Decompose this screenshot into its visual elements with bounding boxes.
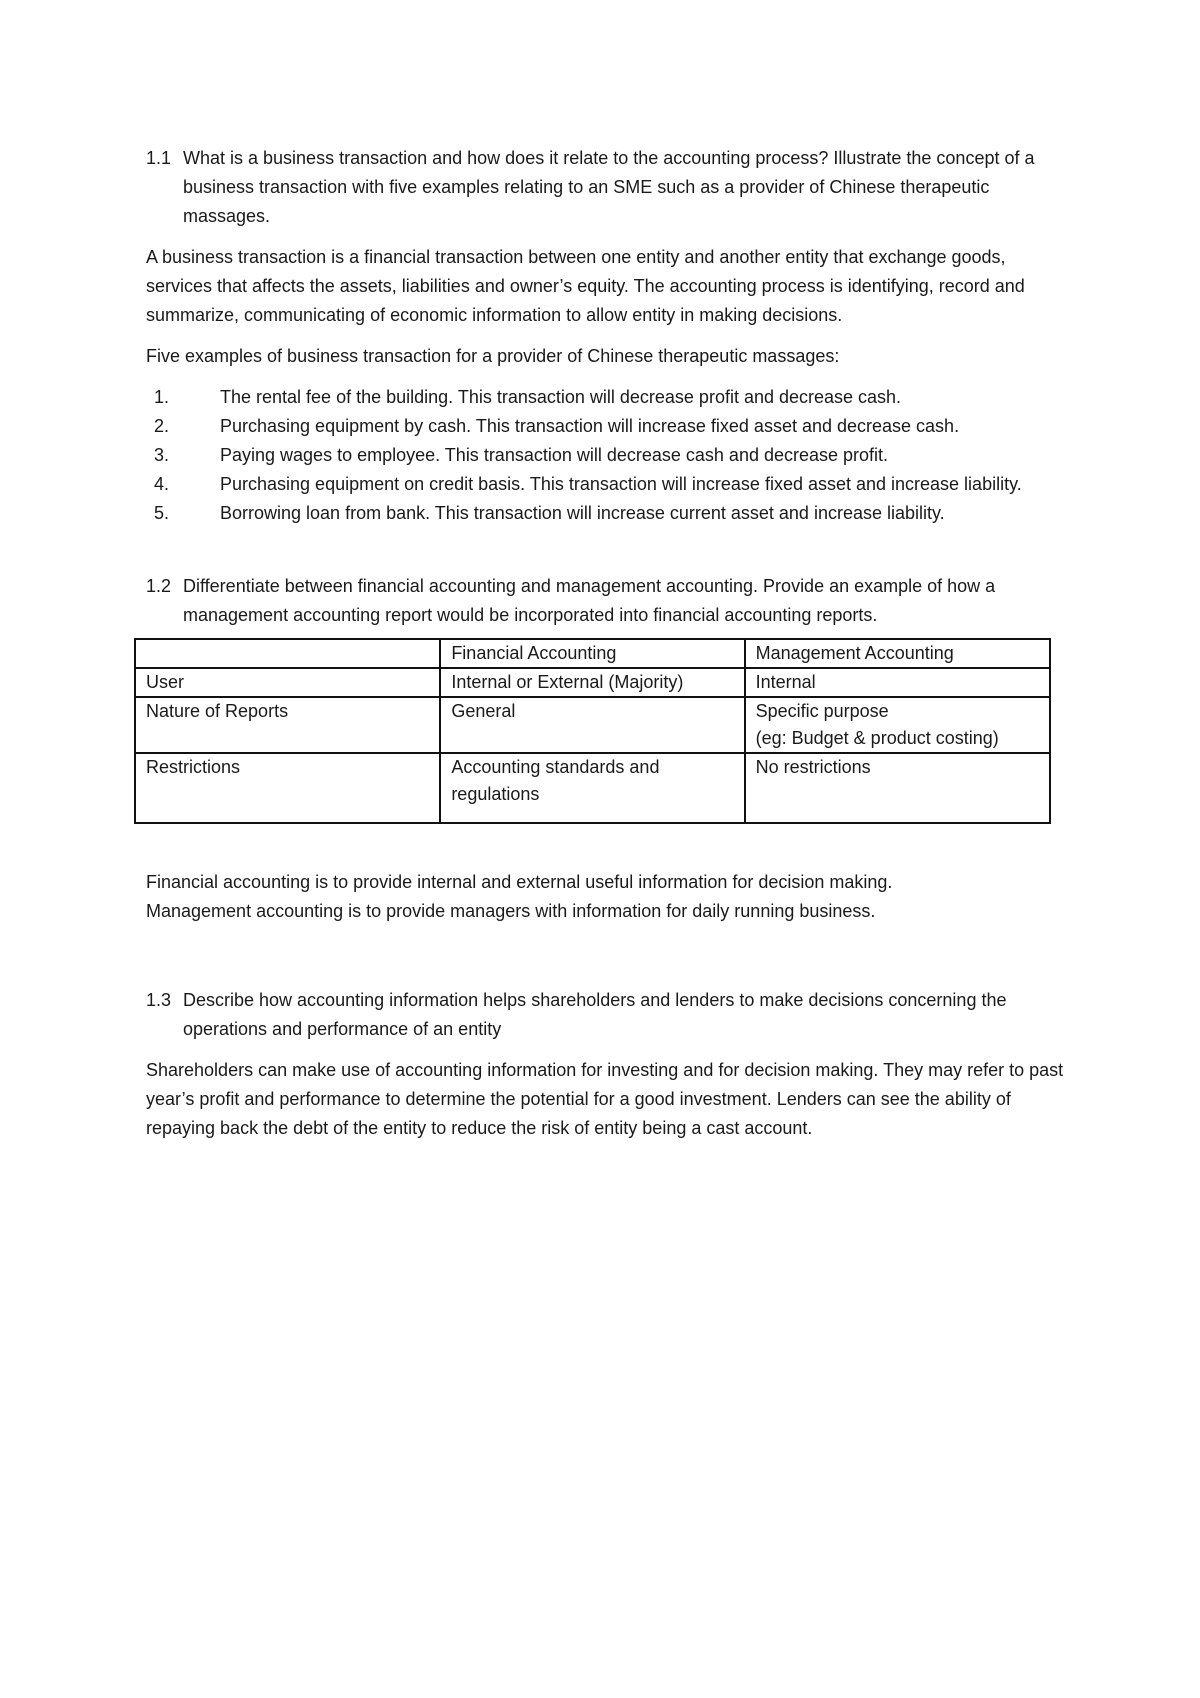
question-text: Differentiate between financial accounting and management accounting. Provide an example of how a management accounting report would be incorporated into financial accounting reports. — [183, 576, 996, 625]
table-header-row — [135, 639, 1050, 668]
table-cell: Accounting standards and regulations — [440, 753, 744, 823]
list-text: Paying wages to employee. This transaction will decrease cash and decrease profit. — [220, 445, 889, 465]
table-header-cell: Management Accounting — [745, 639, 1050, 668]
examples-intro: Five examples of business transaction for a provider of Chinese therapeutic massages: — [146, 346, 840, 366]
table-cell: User — [135, 668, 440, 697]
list-text: Purchasing equipment on credit basis. This transaction will increase fixed asset and increase liability. — [220, 474, 1022, 494]
table-cell: Nature of Reports — [135, 697, 440, 753]
table-row — [135, 753, 1050, 823]
table-cell: Restrictions — [135, 753, 440, 823]
answer-1-2-line2: Management accounting is to provide managers with information for daily running business. — [146, 901, 876, 921]
answer-1-3: Shareholders can make use of accounting information for investing and for decision making. They may refer to past year’s profit and performance to determine the potential for a good investment. Lenders can see the ability of repaying back the debt of the entity to reduce the risk of entity being a cast account. — [146, 1060, 1064, 1138]
list-item — [146, 470, 1066, 499]
question-1-2 — [146, 572, 1066, 630]
table-cell-line: (eg: Budget & product costing) — [755, 728, 999, 748]
table-row — [135, 668, 1050, 697]
question-text: What is a business transaction and how does it relate to the accounting process? Illustrate the concept of a business transaction with five examples relating to an SME such as a provider of Chinese therapeutic massages. — [183, 148, 1035, 226]
table-cell: No restrictions — [745, 753, 1050, 823]
question-number: 1.1 — [146, 148, 172, 168]
list-number: 3. — [154, 445, 170, 465]
list-item — [146, 441, 1066, 470]
list-text: The rental fee of the building. This transaction will decrease profit and decrease cash. — [220, 387, 902, 407]
table-header-cell — [135, 639, 440, 668]
list-item — [146, 499, 1066, 528]
question-1-3 — [146, 986, 1066, 1044]
examples-list — [146, 383, 1066, 528]
answer-1-2-line1: Financial accounting is to provide internal and external useful information for decision making. — [146, 872, 893, 892]
table-cell: Internal — [745, 668, 1050, 697]
question-text: Describe how accounting information helps shareholders and lenders to make decisions concerning the operations and performance of an entity — [183, 990, 1007, 1039]
list-item — [146, 383, 1066, 412]
table-cell: Internal or External (Majority) — [440, 668, 744, 697]
list-text: Borrowing loan from bank. This transaction will increase current asset and increase liability. — [220, 503, 945, 523]
comparison-table — [134, 638, 1051, 824]
list-number: 4. — [154, 474, 170, 494]
list-text: Purchasing equipment by cash. This transaction will increase fixed asset and decrease cash. — [220, 416, 960, 436]
table-row — [135, 697, 1050, 753]
list-number: 1. — [154, 387, 170, 407]
question-number: 1.2 — [146, 576, 172, 596]
list-item — [146, 412, 1066, 441]
table-cell: General — [440, 697, 744, 753]
table-cell — [745, 697, 1050, 753]
table-header-cell: Financial Accounting — [440, 639, 744, 668]
list-number: 5. — [154, 503, 170, 523]
list-number: 2. — [154, 416, 170, 436]
table-cell-line: Specific purpose — [755, 701, 889, 721]
document-page — [146, 144, 1066, 1143]
answer-1-1: A business transaction is a financial transaction between one entity and another entity that exchange goods, services that affects the assets, liabilities and owner’s equity. The accounting process is identifying, record and summarize, communicating of economic information to allow entity in making decisions. — [146, 247, 1025, 325]
question-1-1 — [146, 144, 1066, 231]
question-number: 1.3 — [146, 990, 172, 1010]
